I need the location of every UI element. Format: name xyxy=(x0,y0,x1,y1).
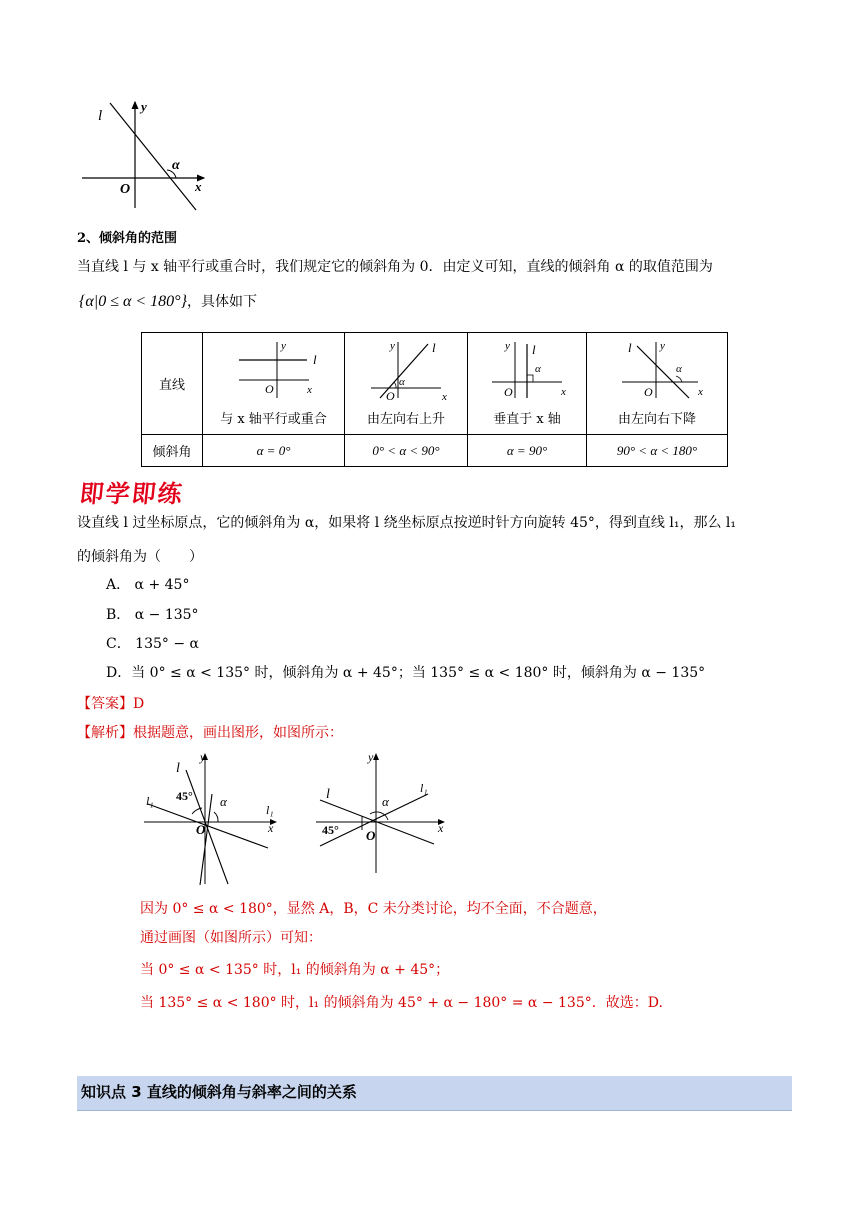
svg-text:l: l xyxy=(532,342,536,357)
svg-text:x: x xyxy=(561,386,566,398)
heading-range: 2、倾斜角的范围 xyxy=(77,231,178,246)
cell-rising xyxy=(345,333,468,435)
answer-value: D xyxy=(133,696,145,712)
svg-text:y: y xyxy=(368,750,374,764)
svg-text:l₁: l₁ xyxy=(266,803,274,817)
angle-parallel: α = 0° xyxy=(203,435,345,467)
svg-text:y: y xyxy=(660,340,665,352)
svg-text:y: y xyxy=(200,750,206,764)
option-c: C． 135° − α xyxy=(106,636,199,652)
explain-line1: 因为 0° ≤ α < 180°，显然 A，B，C 未分类讨论，均不全面，不合题意， xyxy=(140,901,607,917)
section-title: 知识点 3 直线的倾斜角与斜率之间的关系 xyxy=(81,1083,357,1101)
row-header-line: 直线 xyxy=(142,333,203,435)
explain-line4: 当 135° ≤ α < 180° 时，l₁ 的倾斜角为 45° + α − 180° = α − 135°．故选：D. xyxy=(140,995,663,1011)
svg-text:x: x xyxy=(306,384,312,396)
analysis-label: 【解析】 xyxy=(77,725,133,741)
caption-parallel: 与 x 轴平行或重合 xyxy=(220,412,327,427)
rotation-figure-acute xyxy=(140,748,285,888)
question-line2: 的倾斜角为（ ） xyxy=(77,549,203,565)
fig-rising xyxy=(356,340,456,402)
row-header-angle: 倾斜角 xyxy=(142,435,203,467)
section-header-bar xyxy=(77,1076,792,1111)
svg-text:l: l xyxy=(176,761,180,776)
inclination-table xyxy=(141,332,728,467)
label-y: y xyxy=(141,99,147,114)
svg-text:α: α xyxy=(220,794,227,809)
svg-text:O: O xyxy=(196,822,206,837)
svg-text:α: α xyxy=(399,376,405,388)
practice-title: 即学即练 xyxy=(78,480,186,508)
svg-text:O: O xyxy=(386,389,395,402)
svg-text:l: l xyxy=(432,340,436,355)
svg-text:l₁: l₁ xyxy=(146,794,154,808)
option-d: D．当 0° ≤ α < 135° 时，倾斜角为 α + 45°；当 135° ≤ α < 180° 时，倾斜角为 α − 135° xyxy=(106,665,706,681)
svg-text:α: α xyxy=(382,794,389,809)
intro-line1: 当直线 l 与 x 轴平行或重合时，我们规定它的倾斜角为 0．由定义可知，直线的倾斜角 α 的取值范围为 xyxy=(77,259,713,275)
option-a: A． α + 45° xyxy=(106,577,190,593)
angle-vertical: α = 90° xyxy=(468,435,587,467)
label-x: x xyxy=(195,179,202,194)
inclination-figure xyxy=(80,98,210,213)
svg-text:O: O xyxy=(264,382,274,396)
option-b: B． α − 135° xyxy=(106,607,199,623)
caption-vertical: 垂直于 x 轴 xyxy=(493,412,561,427)
svg-text:y: y xyxy=(505,340,510,352)
caption-falling: 由左向右下降 xyxy=(617,412,696,427)
rotation-figure-obtuse xyxy=(310,748,455,888)
svg-text:l: l xyxy=(628,340,632,355)
fig-vertical xyxy=(477,340,577,402)
label-O: O xyxy=(120,182,131,197)
range-set-math: {α|0 ≤ α < 180°} xyxy=(79,293,187,310)
svg-text:O: O xyxy=(644,385,653,399)
answer-label: 【答案】 xyxy=(77,696,133,712)
svg-text:x: x xyxy=(268,821,274,835)
cell-vertical xyxy=(468,333,587,435)
cell-parallel xyxy=(203,333,345,435)
label-alpha: α xyxy=(172,158,180,173)
svg-text:α: α xyxy=(535,363,541,375)
angle-falling: 90° < α < 180° xyxy=(587,435,728,467)
svg-text:O: O xyxy=(366,828,376,843)
svg-text:x: x xyxy=(442,391,447,402)
angle-rising: 0° < α < 90° xyxy=(345,435,468,467)
svg-text:x: x xyxy=(698,386,703,398)
caption-rising: 由左向右上升 xyxy=(366,412,445,427)
fig-parallel xyxy=(219,340,329,402)
svg-text:45°: 45° xyxy=(322,823,339,837)
label-l: l xyxy=(98,108,103,124)
fig-falling xyxy=(602,340,712,402)
svg-text:O: O xyxy=(504,385,513,399)
svg-text:l₁: l₁ xyxy=(420,781,428,795)
svg-text:y: y xyxy=(390,340,395,352)
svg-text:l: l xyxy=(326,787,330,802)
svg-text:α: α xyxy=(676,363,682,375)
svg-text:l: l xyxy=(312,352,317,367)
intro-line2-tail: ，具体如下 xyxy=(186,294,257,310)
question-line1: 设直线 l 过坐标原点，它的倾斜角为 α，如果将 l 绕坐标原点按逆时针方向旋转 45°，得到直线 l₁，那么 l₁ xyxy=(77,515,737,531)
cell-falling xyxy=(587,333,728,435)
analysis-text: 根据题意，画出图形，如图所示： xyxy=(133,725,343,741)
explain-line3: 当 0° ≤ α < 135° 时，l₁ 的倾斜角为 α + 45°； xyxy=(140,962,450,978)
svg-text:45°: 45° xyxy=(176,789,193,803)
svg-text:y: y xyxy=(280,340,286,352)
svg-text:x: x xyxy=(438,821,444,835)
explain-line2: 通过画图（如图所示）可知： xyxy=(140,930,322,946)
